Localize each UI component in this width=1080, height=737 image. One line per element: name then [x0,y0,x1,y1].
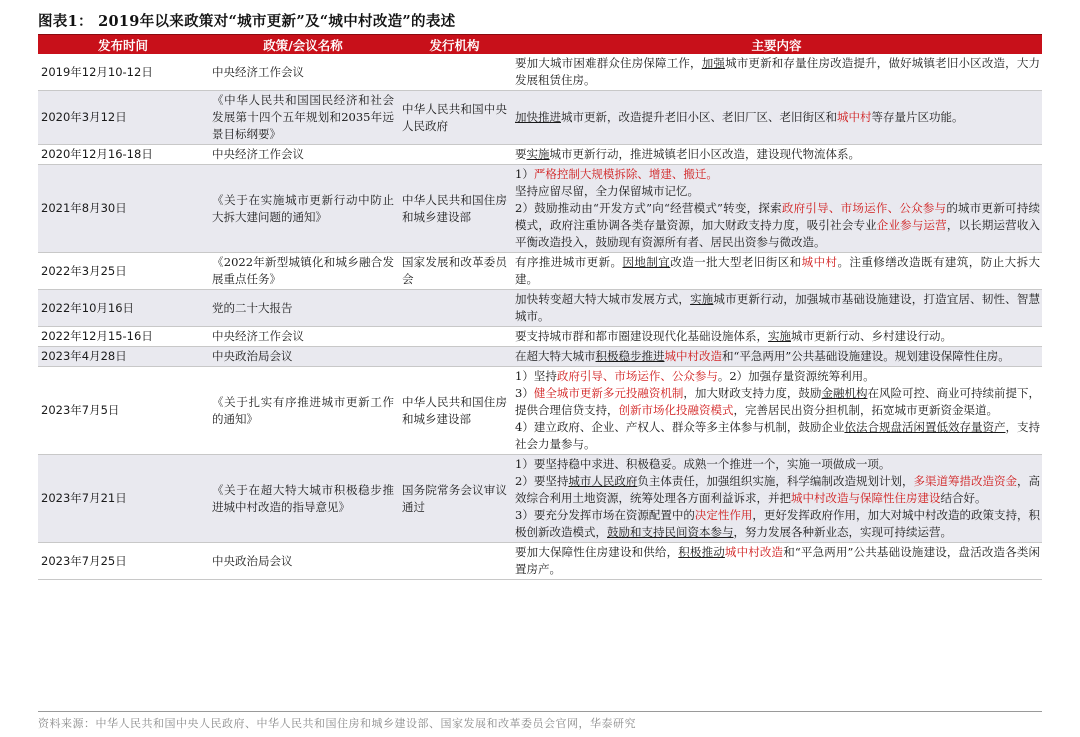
content-text: 要加大保障性住房建设和供给， [515,545,679,559]
cell-issuer: 中华人民共和国中央人民政府 [398,91,511,145]
cell-issuer: 中华人民共和国住房和城乡建设部 [398,367,511,455]
content-text: 结合好。 [940,491,987,505]
content-text: 要加大城市困难群众住房保障工作， [515,56,702,70]
underlined-text: 鼓励和支持民间资本参与 [607,525,734,539]
table-row [38,253,1042,290]
cell-content [511,145,1042,165]
header-date: 发布时间 [38,35,208,55]
cell-policy-name: 中央政治局会议 [208,347,398,367]
content-text: 等存量片区功能。 [871,110,964,124]
header-policy: 政策/会议名称 [208,35,398,55]
cell-policy-name: 《2022年新型城镇化和城乡融合发展重点任务》 [208,253,398,290]
content-text: ，完善居民出资分担机制，拓宽城市更新资金渠道。 [733,403,998,417]
cell-policy-name: 《关于扎实有序推进城市更新工作的通知》 [208,367,398,455]
content-text: 1）要坚持稳中求进、积极稳妥。成熟一个推进一个，实施一项做成一项。 [515,457,891,471]
content-text: 2）鼓励推动由“开发方式”向“经营模式”转变，探索 [515,201,782,215]
content-text: 加快转变超大特大城市发展方式， [515,292,691,306]
content-text: 和“平急两用”公共基础设施建设，盘活改造各类闲置房产。 [515,545,1041,576]
highlight-text: 政府引导、市场运作、公众参与 [781,201,947,215]
cell-issuer [398,543,511,580]
cell-issuer [398,290,511,327]
content-paragraph [515,507,1040,541]
content-text: 城市更新行动、乡村建设行动。 [791,329,952,343]
cell-issuer: 中华人民共和国住房和城乡建设部 [398,165,511,253]
content-text: 4）建立政府、企业、产权人、群众等多主体参与机制，鼓励企业 [515,420,845,434]
highlight-text: 政府引导、市场运作、公众参与 [556,369,718,383]
content-text: 在风险可控、商业可持续前提下，提供合理信贷支持， [515,386,1041,417]
table-header-row [38,35,1042,55]
header-issuer: 发行机构 [398,35,511,55]
table-row [38,54,1042,91]
cell-date: 2023年7月21日 [38,455,208,543]
table-row [38,290,1042,327]
table-row [38,145,1042,165]
content-paragraph [515,419,1040,453]
highlight-text: 健全城市更新多元投融资机制 [533,386,684,400]
cell-content [511,455,1042,543]
content-paragraph [515,456,1040,473]
cell-date: 2023年7月5日 [38,367,208,455]
header-content: 主要内容 [511,35,1042,55]
underlined-text: 依法合规盘活闲置低效存量资产 [844,420,1006,434]
cell-issuer [398,347,511,367]
content-paragraph [515,200,1040,251]
highlight-text: 决定性作用 [694,508,753,522]
content-paragraph [515,348,1040,365]
cell-content [511,253,1042,290]
table-row [38,327,1042,347]
content-text: 城市更新行动，推进城镇老旧小区改造，建设现代物流体系。 [549,147,860,161]
content-text: 1）坚持 [515,369,557,383]
highlight-text: 企业参与运营 [876,218,947,232]
footer-divider [38,711,1042,712]
cell-issuer [398,327,511,347]
cell-date: 2023年4月28日 [38,347,208,367]
source-note: 资料来源：中华人民共和国中央人民政府、中华人民共和国住房和城乡建设部、国家发展和改革委员会官网，华泰研究 [38,717,636,730]
content-text: 负主体责任，加强组织实施，科学编制改造规划计划， [637,474,914,488]
table-row [38,165,1042,253]
cell-date: 2019年12月10-12日 [38,54,208,91]
report-page [38,10,1042,730]
cell-date: 2021年8月30日 [38,165,208,253]
table-row [38,367,1042,455]
highlight-text: 严格控制大规模拆除、增建、搬迁。 [533,167,718,181]
cell-policy-name: 党的二十大报告 [208,290,398,327]
content-text: 3）要充分发挥市场在资源配置中的 [515,508,695,522]
policy-table [38,34,1042,580]
cell-policy-name: 《关于在实施城市更新行动中防止大拆大建问题的通知》 [208,165,398,253]
content-text: 2）要坚持 [515,474,569,488]
content-text: 。2）加强存量资源统筹利用。 [717,369,875,383]
content-text: ，更好发挥政府作用，加大对城中村改造的政策支持，积极创新改造模式， [515,508,1041,539]
content-text: 坚持应留尽留，全力保留城市记忆。 [515,184,699,198]
content-paragraph [515,109,1040,126]
content-text: ，以长期运营收入平衡改造投入，鼓励现有资源所有者、居民出资参与微改造。 [515,218,1041,249]
figure-title: 图表1： 2019年以来政策对“城市更新”及“城中村改造”的表述 [38,13,456,30]
highlight-text: 城中村改造 [664,349,722,363]
cell-date: 2022年3月25日 [38,253,208,290]
content-text: 要 [515,147,527,161]
highlight-text: 城中村改造与保障性住房建设 [791,491,941,505]
highlight-text: 创新市场化投融资模式 [618,403,734,417]
content-text: 城市更新，改造提升老旧小区、老旧厂区、老旧街区和 [561,110,837,124]
cell-issuer: 国务院常务会议审议通过 [398,455,511,543]
cell-content [511,367,1042,455]
content-text: 和“平急两用”公共基础设施建设。规划建设保障性住房。 [722,349,1010,363]
cell-date: 2020年3月12日 [38,91,208,145]
cell-policy-name: 中央经济工作会议 [208,54,398,91]
cell-date: 2020年12月16-18日 [38,145,208,165]
content-text: 的城市更新可持续模式，政府注重协调各类存量资源，加大财政支持力度，吸引社会专业 [515,201,1041,232]
underlined-text: 城市人民政府 [568,474,638,488]
content-paragraph [515,183,1040,200]
cell-content [511,54,1042,91]
cell-content [511,91,1042,145]
underlined-text: 加强 [701,56,726,70]
cell-content [511,327,1042,347]
content-paragraph [515,291,1040,325]
content-text: 。注重修缮改造既有建筑，防止大拆大建。 [515,255,1041,286]
highlight-text: 多渠道筹措改造资金 [913,474,1018,488]
cell-date: 2023年7月25日 [38,543,208,580]
cell-policy-name: 《中华人民共和国国民经济和社会发展第十四个五年规划和2035年远景目标纲要》 [208,91,398,145]
cell-issuer [398,145,511,165]
cell-date: 2022年10月16日 [38,290,208,327]
content-text: ，努力发展各种新业态，实现可持续运营。 [733,525,952,539]
cell-content [511,543,1042,580]
content-text: ，支持社会力量参与。 [515,420,1041,451]
cell-issuer: 国家发展和改革委员会 [398,253,511,290]
underlined-text: 金融机构 [821,386,868,400]
underlined-text: 积极推动 [678,545,725,559]
content-text: 要支持城市群和都市圈建设现代化基础设施体系， [515,329,768,343]
underlined-text: 加快推进 [515,110,561,124]
content-text: 城市更新和存量住房改造提升，做好城镇老旧小区改造，大力发展租赁住房。 [515,56,1041,87]
table-row [38,91,1042,145]
content-text: ，加大财政支持力度，鼓励 [683,386,822,400]
content-text: 在超大特大城市 [515,349,596,363]
table-row [38,543,1042,580]
content-text: 3） [515,386,534,400]
cell-content [511,165,1042,253]
content-paragraph [515,328,1040,345]
content-text: 1） [515,167,534,181]
cell-policy-name: 中央经济工作会议 [208,145,398,165]
highlight-text: 城中村 [837,110,872,124]
underlined-text: 因地制宜 [622,255,671,269]
cell-content [511,347,1042,367]
content-paragraph [515,385,1040,419]
underlined-text: 积极稳步推进 [595,349,665,363]
table-row [38,347,1042,367]
highlight-text: 城中村改造 [724,545,784,559]
cell-policy-name: 《关于在超大特大城市积极稳步推进城中村改造的指导意见》 [208,455,398,543]
cell-policy-name: 中央政治局会议 [208,543,398,580]
underlined-text: 实施 [526,147,550,161]
content-paragraph [515,544,1040,578]
cell-date: 2022年12月15-16日 [38,327,208,347]
cell-issuer [398,54,511,91]
content-paragraph [515,55,1040,89]
underlined-text: 实施 [690,292,714,306]
underlined-text: 实施 [768,329,791,343]
table-row [38,455,1042,543]
content-text: 有序推进城市更新。 [515,255,623,269]
content-text: 改造一批大型老旧街区和 [670,255,802,269]
content-text: 城市更新行动，加强城市基础设施建设，打造宜居、韧性、智慧城市。 [515,292,1041,323]
content-paragraph [515,473,1040,507]
highlight-text: 城中村 [801,255,838,269]
content-text: ，高效综合利用土地资源，统筹处理各方面利益诉求，并把 [515,474,1041,505]
content-paragraph [515,166,1040,183]
cell-policy-name: 中央经济工作会议 [208,327,398,347]
content-paragraph [515,368,1040,385]
cell-content [511,290,1042,327]
content-paragraph [515,146,1040,163]
content-paragraph [515,254,1040,288]
